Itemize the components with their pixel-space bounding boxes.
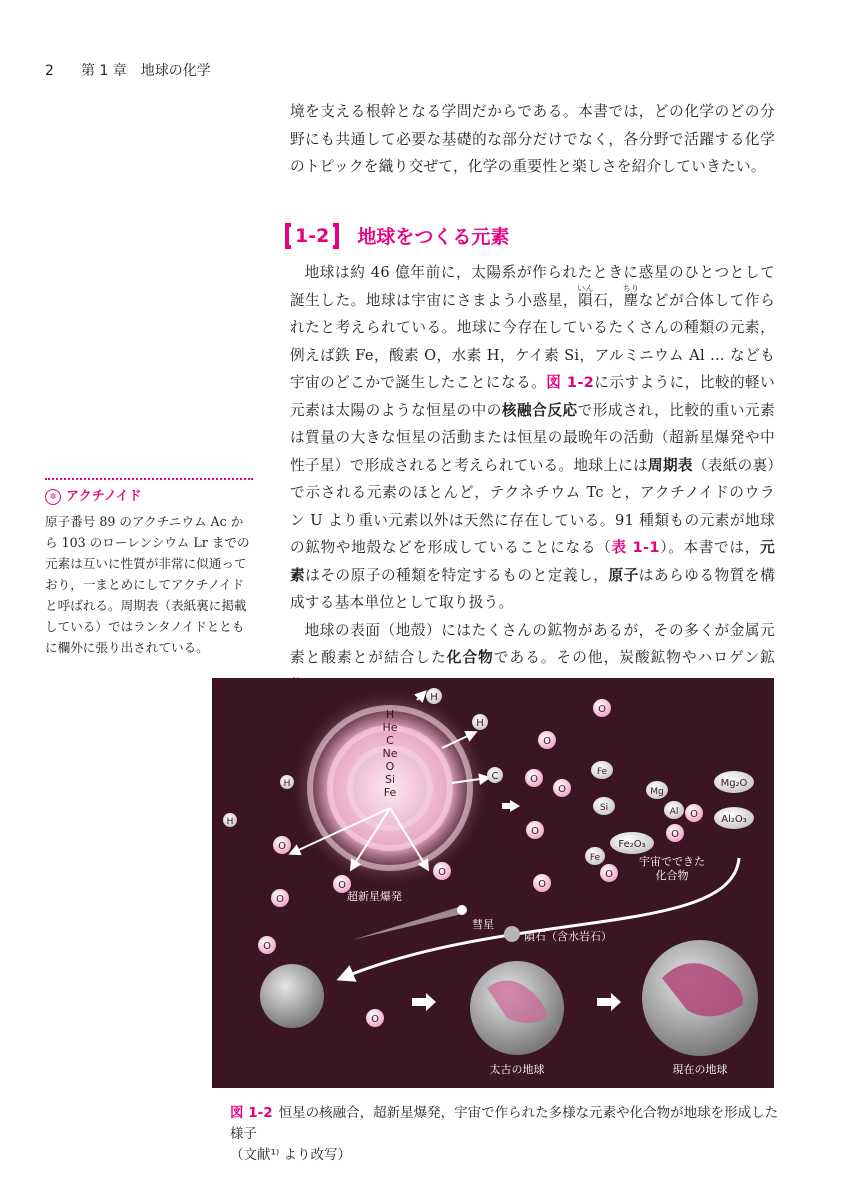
ancient-earth bbox=[470, 961, 564, 1055]
intro-text: 境を支える根幹となる学問だからである。本書では，どの化学のどの分野にも共通して必要な基礎的な部分だけでなく，各分野で活躍する化学のトピックを織り交ぜて，化学の重要性と楽しさを紹介していきたい。 bbox=[290, 103, 775, 175]
term-element: 元素 bbox=[290, 539, 775, 584]
svg-text:Mg: Mg bbox=[650, 787, 664, 797]
svg-text:Fe₂O₃: Fe₂O₃ bbox=[618, 839, 646, 850]
element-c: C bbox=[386, 734, 394, 747]
svg-text:O: O bbox=[371, 1014, 379, 1025]
svg-text:O: O bbox=[276, 894, 284, 905]
paragraph-2: 地球の表面（地殻）にはたくさんの鉱物があるが，その多くが金属元素と酸素とが結合した化合物である。その他，炭酸鉱物やハロゲン鉱 bbox=[290, 621, 775, 666]
table-reference[interactable]: 表 1-1 bbox=[611, 539, 660, 556]
running-header bbox=[45, 60, 211, 80]
section-number: 1-2 bbox=[285, 223, 339, 249]
space-compounds-label: 宇宙でできた化合物 bbox=[639, 855, 705, 882]
section-title: 地球をつくる元素 bbox=[357, 226, 510, 248]
sidebar-note bbox=[45, 478, 253, 658]
compound-labels bbox=[585, 761, 754, 865]
page-number: 2 bbox=[45, 63, 54, 79]
svg-text:O: O bbox=[263, 941, 271, 952]
element-ne: Ne bbox=[382, 747, 398, 760]
svg-text:O: O bbox=[438, 867, 446, 878]
svg-text:Al₂O₃: Al₂O₃ bbox=[721, 814, 747, 825]
element-o: O bbox=[385, 760, 395, 773]
asteroid bbox=[260, 964, 324, 1028]
current-earth-label: 現在の地球 bbox=[672, 1063, 728, 1076]
svg-text:O: O bbox=[605, 869, 613, 880]
caption-label: 図 1-2 bbox=[230, 1105, 273, 1121]
figure-caption bbox=[230, 1103, 790, 1166]
term-periodic-table: 周期表 bbox=[648, 456, 693, 474]
current-earth bbox=[642, 940, 758, 1056]
svg-text:O: O bbox=[671, 829, 679, 840]
ancient-earth-label: 太古の地球 bbox=[489, 1063, 545, 1076]
element-he: He bbox=[382, 721, 398, 734]
ruby-inseki: 隕いん bbox=[577, 283, 594, 309]
svg-text:Fe: Fe bbox=[589, 853, 601, 863]
svg-text:C: C bbox=[491, 771, 499, 782]
intro-paragraph bbox=[290, 98, 775, 181]
svg-text:Si: Si bbox=[599, 803, 609, 813]
svg-text:O: O bbox=[530, 774, 538, 785]
svg-text:Fe: Fe bbox=[596, 767, 608, 777]
svg-text:H: H bbox=[226, 817, 234, 827]
term-compound: 化合物 bbox=[446, 649, 494, 666]
sidebar-title: ✲ アクチノイド bbox=[45, 486, 253, 507]
svg-text:O: O bbox=[538, 879, 546, 890]
svg-text:O: O bbox=[543, 736, 551, 747]
element-si: Si bbox=[384, 773, 396, 786]
svg-text:H: H bbox=[430, 692, 438, 703]
svg-text:O: O bbox=[531, 826, 539, 837]
atom-icon: ✲ bbox=[45, 489, 61, 505]
comet bbox=[352, 905, 467, 940]
svg-text:O: O bbox=[278, 841, 286, 852]
caption-text: 恒星の核融合，超新星爆発，宇宙で作られた多様な元素や化合物が地球を形成した様子 bbox=[230, 1105, 779, 1142]
chapter-title: 第 1 章 地球の化学 bbox=[81, 63, 211, 79]
svg-text:O: O bbox=[558, 784, 566, 795]
svg-text:Al: Al bbox=[669, 807, 679, 817]
figure-reference[interactable]: 図 1-2 bbox=[546, 374, 595, 391]
element-fe: Fe bbox=[383, 786, 397, 799]
caption-note: （文献¹⁾ より改写） bbox=[230, 1147, 352, 1163]
term-fusion: 核融合反応 bbox=[501, 401, 578, 419]
meteorite-label: 隕石（含水岩石） bbox=[524, 930, 612, 943]
section-heading bbox=[285, 222, 509, 249]
term-atom: 原子 bbox=[608, 566, 639, 584]
svg-text:Mg₂O: Mg₂O bbox=[720, 778, 748, 789]
star-element-list bbox=[382, 708, 397, 799]
sidebar-divider bbox=[45, 478, 253, 480]
figure-1-2 bbox=[212, 678, 774, 1088]
paragraph-1: 地球は約 46 億年前に，太陽系が作られたときに惑星のひとつとして誕生した。地球は宇宙にさまよう小惑星，隕いん石，塵ちりなどが合体して作られたと考えられている。地球に今存在しているたくさんの種類の元素，例えば鉄 Fe，酸素 O，水素 H，ケイ素 Si，アルミニウム Al … なども宇宙のどこかで誕生したことになる。図 1-2に示すように，比較的軽い元素は太陽のような恒星の中の核融合反応で形成され，比較的重い元素は質量の大きな恒星の活動または恒星の最晩年の活動（超新星爆発や中性子星）で形成されると考えられている。地球上には周期表（表紙の裏）で示される元素のほとんど，テクネチウム Tc と，アクチノイドのウラン U より重い元素以外は天然に存在している。91 種類もの元素が地球の鉱物や地殻などを形成していることになる（表 1-1）。本書では，元素はその原子の種類を特定するものと定義し，原子はあらゆる物質を構成する基本単位として取り扱う。 bbox=[290, 264, 776, 611]
sidebar-text: 原子番号 89 のアクチニウム Ac から 103 のローレンシウム Lr までの元素は互いに性質が非常に似通っており，一まとめにしてアクチノイドと呼ばれる。周期表（表紙裏に掲載している）ではランタノイドとともに欄外に張り出されている。 bbox=[45, 514, 250, 655]
svg-text:H: H bbox=[476, 718, 484, 729]
meteorite bbox=[504, 926, 520, 942]
svg-text:O: O bbox=[338, 880, 346, 891]
comet-label: 彗星 bbox=[472, 918, 494, 931]
figure-illustration bbox=[212, 678, 774, 1088]
ruby-chiri: 塵ちり bbox=[622, 283, 640, 309]
svg-text:O: O bbox=[690, 809, 698, 820]
element-h: H bbox=[385, 708, 395, 721]
svg-text:H: H bbox=[283, 779, 291, 789]
supernova-label: 超新星爆発 bbox=[347, 890, 402, 903]
main-text bbox=[290, 259, 775, 699]
svg-text:O: O bbox=[598, 704, 606, 715]
